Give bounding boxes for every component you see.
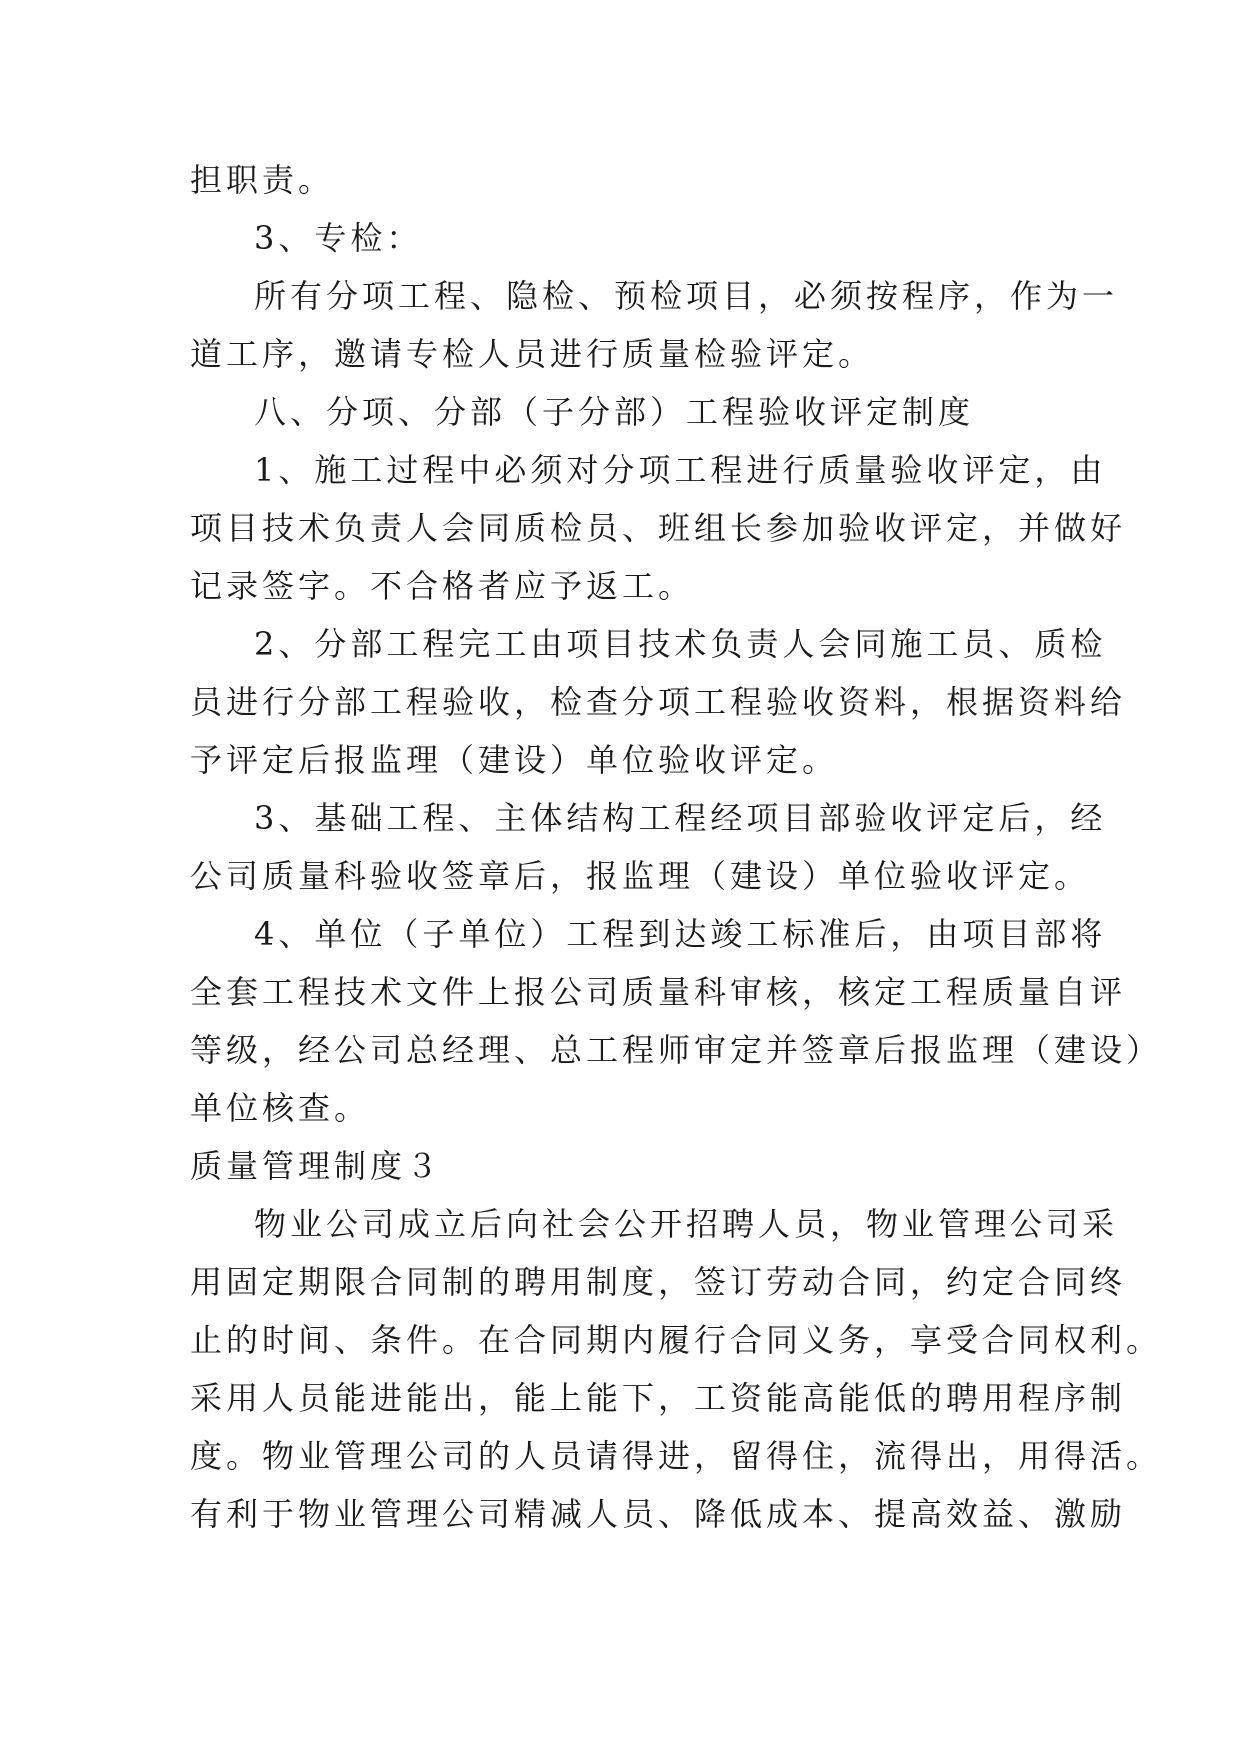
text-line: 4、单位（子单位）工程到达竣工标准后，由项目部将 xyxy=(254,915,1107,953)
text-line: 2、分部工程完工由项目技术负责人会同施工员、质检 xyxy=(254,625,1107,663)
text-line: 物业公司成立后向社会公开招聘人员，物业管理公司采 xyxy=(254,1205,1119,1243)
text-line: 予评定后报监理（建设）单位验收评定。 xyxy=(190,741,839,779)
text-line: 1、施工过程中必须对分项工程进行质量验收评定，由 xyxy=(254,451,1107,489)
text-line: 3、基础工程、主体结构工程经项目部验收评定后，经 xyxy=(254,799,1107,837)
document-title: 质量管理制度３ xyxy=(190,1147,443,1185)
text-line: 等级，经公司总经理、总工程师审定并签章后报监理（建设） xyxy=(190,1031,1163,1069)
text-line: 用固定期限合同制的聘用制度，签订劳动合同，约定合同终 xyxy=(190,1263,1127,1301)
text-line: 止的时间、条件。在合同期内履行合同义务，享受合同权利。 xyxy=(190,1321,1163,1359)
text-line: 项目技术负责人会同质检员、班组长参加验收评定，并做好 xyxy=(190,509,1127,547)
text-line: 度。物业管理公司的人员请得进，留得住，流得出，用得活。 xyxy=(190,1437,1163,1475)
text-line: 员进行分部工程验收，检查分项工程验收资料，根据资料给 xyxy=(190,683,1127,721)
section-heading: 3、专检： xyxy=(254,219,423,257)
text-line: 单位核查。 xyxy=(190,1089,371,1127)
text-line: 所有分项工程、隐检、预检项目，必须按程序，作为一 xyxy=(254,277,1119,315)
text-line: 担职责。 xyxy=(190,161,335,199)
text-line: 公司质量科验收签章后，报监理（建设）单位验收评定。 xyxy=(190,857,1091,895)
text-line: 记录签字。不合格者应予返工。 xyxy=(190,567,695,605)
text-line: 采用人员能进能出，能上能下，工资能高能低的聘用程序制 xyxy=(190,1379,1127,1417)
section-heading: 八、分项、分部（子分部）工程验收评定制度 xyxy=(254,393,975,431)
text-line: 道工序，邀请专检人员进行质量检验评定。 xyxy=(190,335,875,373)
text-line: 全套工程技术文件上报公司质量科审核，核定工程质量自评 xyxy=(190,973,1127,1011)
text-line: 有利于物业管理公司精减人员、降低成本、提高效益、激励 xyxy=(190,1495,1127,1533)
